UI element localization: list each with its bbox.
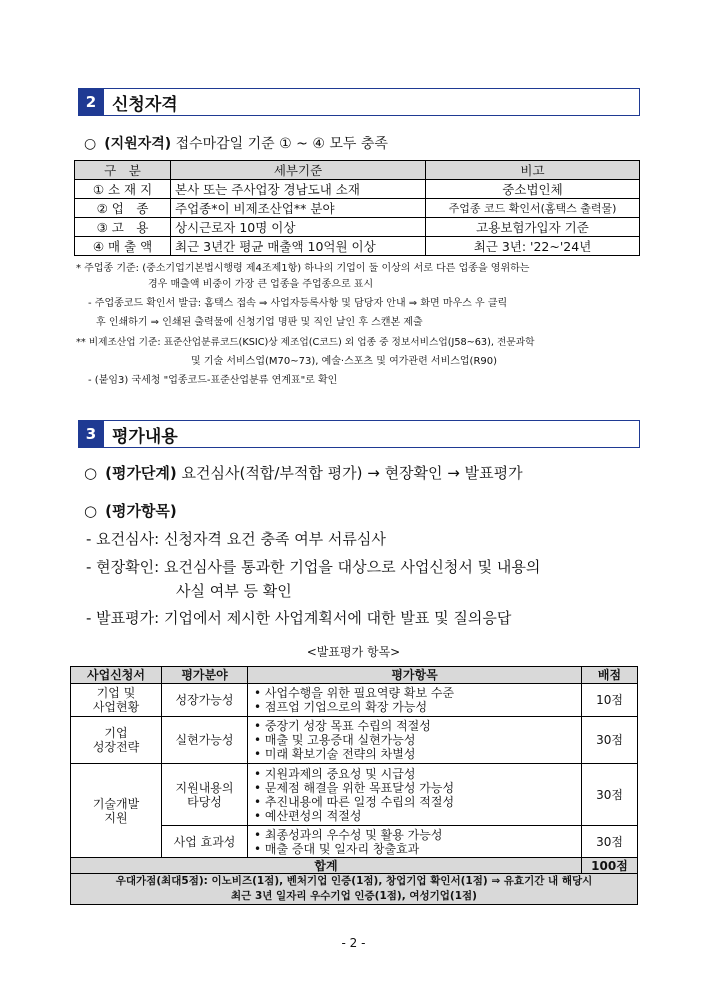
bonus-line: 우대가점(최대5점): 이노비즈(1점), 벤처기업 인증(1점), 창업기업 확인서(1점) ⇒ 유효기간 내 해당시 <box>115 875 593 887</box>
th-remarks: 비고 <box>426 161 640 180</box>
cell: 고용보험가입자 기준 <box>426 218 640 237</box>
qual-label: (지원자격) <box>104 136 172 152</box>
list-item: • 미래 확보기술 전략의 차별성 <box>254 747 577 761</box>
section-number: 2 <box>78 88 104 116</box>
cell: 기업 및 사업현황 <box>71 684 162 717</box>
section-2-header <box>78 88 640 116</box>
list-item: • 문제점 해결을 위한 목표달성 가능성 <box>254 781 577 795</box>
note-line: 및 기술 서비스업(M70~73), 예술·스포츠 및 여가관련 서비스업(R90) <box>191 356 498 367</box>
eval-item: - 요건심사: 신청자격 요건 충족 여부 서류심사 <box>86 530 386 548</box>
cell: 성장가능성 <box>162 684 248 717</box>
table-row <box>75 180 640 199</box>
list-item: • 중장기 성장 목표 수립의 적절성 <box>254 719 577 733</box>
cell <box>248 826 582 858</box>
note-line: ** 비제조산업 기준: 표준산업분류코드(KSIC)상 제조업(C코드) 외 업종 중 정보서비스업(J58~63), 전문과학 <box>76 337 535 348</box>
note-line: 경우 매출액 비중이 가장 큰 업종을 주업종으로 표시 <box>148 279 374 290</box>
cell: ③ 고 용 <box>75 218 171 237</box>
cell: 기술개발 지원 <box>71 764 162 858</box>
cell: 주업종*이 비제조산업** 분야 <box>171 199 426 218</box>
th-score: 배점 <box>582 667 638 684</box>
section-title: 평가내용 <box>104 420 640 448</box>
cell: 30점 <box>582 826 638 858</box>
eval-stage-line: ○ (평가단계) 요건심사(적합/부적합 평가) → 현장확인 → 발표평가 <box>84 464 523 482</box>
eval-item: 사실 여부 등 확인 <box>176 582 292 600</box>
list-item: • 점프업 기업으로의 확장 가능성 <box>254 700 577 714</box>
bonus-row <box>71 874 638 905</box>
note-line: * 주업종 기준: (중소기업기본법시행령 제4조제1항) 하나의 기업이 둘 이상의 서로 다른 업종을 영위하는 <box>76 263 530 274</box>
eval-item: - 발표평가: 기업에서 제시한 사업계획서에 대한 발표 및 질의응답 <box>86 609 512 627</box>
cell: 지원내용의 타당성 <box>162 764 248 826</box>
cell: ② 업 종 <box>75 199 171 218</box>
evaluation-table <box>70 666 638 905</box>
cell: 최근 3년: '22~'24년 <box>426 237 640 256</box>
cell: ① 소 재 지 <box>75 180 171 199</box>
table-row <box>71 717 638 764</box>
list-item: • 추진내용에 따른 일정 수립의 적절성 <box>254 795 577 809</box>
cell: 기업 성장전략 <box>71 717 162 764</box>
table-caption: <발표평가 항목> <box>306 645 401 659</box>
th-category: 구 분 <box>75 161 171 180</box>
cell: 본사 또는 주사업장 경남도내 소재 <box>171 180 426 199</box>
section-title: 신청자격 <box>104 88 640 116</box>
bonus-cell <box>71 874 638 905</box>
cell <box>248 764 582 826</box>
cell: 사업 효과성 <box>162 826 248 858</box>
items-label: (평가항목) <box>105 502 177 520</box>
note-line: 후 인쇄하기 ⇒ 인쇄된 출력물에 신청기업 명판 및 직인 날인 후 스캔본 제출 <box>96 317 423 328</box>
cell: 최근 3년간 평균 매출액 10억원 이상 <box>171 237 426 256</box>
section-number: 3 <box>78 420 104 448</box>
table-row <box>75 237 640 256</box>
list-item: • 매출 및 고용증대 실현가능성 <box>254 733 577 747</box>
total-label: 합계 <box>71 858 582 874</box>
list-item: • 매출 증대 및 일자리 창출효과 <box>254 842 577 856</box>
cell: 상시근로자 10명 이상 <box>171 218 426 237</box>
qualification-line: ○ (지원자격) 접수마감일 기준 ① ~ ④ 모두 충족 <box>84 136 388 152</box>
cell <box>248 684 582 717</box>
cell: 실현가능성 <box>162 717 248 764</box>
table-row <box>75 199 640 218</box>
cell: 주업종 코드 확인서(홈택스 출력물) <box>426 199 640 218</box>
cell: 30점 <box>582 764 638 826</box>
table-row <box>71 764 638 826</box>
cell <box>248 717 582 764</box>
list-item: • 예산편성의 적절성 <box>254 809 577 823</box>
th-application: 사업신청서 <box>71 667 162 684</box>
note-line: - 주업종코드 확인서 발급: 홈택스 접속 ⇒ 사업자등록사항 및 담당자 안내 ⇒ 화면 마우스 우 클릭 <box>88 298 508 309</box>
section-3-header <box>78 420 640 448</box>
stage-text: 요건심사(적합/부적합 평가) → 현장확인 → 발표평가 <box>181 464 523 482</box>
table-row <box>75 218 640 237</box>
list-item: • 지원과제의 중요성 및 시급성 <box>254 767 577 781</box>
th-items: 평가항목 <box>248 667 582 684</box>
list-item: • 최종성과의 우수성 및 활용 가능성 <box>254 828 577 842</box>
note-line: - (붙임3) 국세청 "업종코드-표준산업분류 연계표"로 확인 <box>88 375 338 386</box>
eval-item: - 현장확인: 요건심사를 통과한 기업을 대상으로 사업신청서 및 내용의 <box>86 558 541 576</box>
total-row <box>71 858 638 874</box>
bonus-line: 최근 3년 일자리 우수기업 인증(1점), 여성기업(1점) <box>231 890 477 902</box>
th-field: 평가분야 <box>162 667 248 684</box>
cell: ④ 매 출 액 <box>75 237 171 256</box>
cell: 30점 <box>582 717 638 764</box>
stage-label: (평가단계) <box>105 464 177 482</box>
cell: 10점 <box>582 684 638 717</box>
table-row <box>71 684 638 717</box>
list-item: • 사업수행을 위한 필요역량 확보 수준 <box>254 686 577 700</box>
total-score: 100점 <box>582 858 638 874</box>
page-number: - 2 - <box>341 936 366 950</box>
cell: 중소법인체 <box>426 180 640 199</box>
th-criteria: 세부기준 <box>171 161 426 180</box>
qual-text: 접수마감일 기준 ① ~ ④ 모두 충족 <box>175 136 388 152</box>
qualification-table <box>74 160 640 256</box>
eval-items-line: ○ (평가항목) <box>84 502 177 520</box>
